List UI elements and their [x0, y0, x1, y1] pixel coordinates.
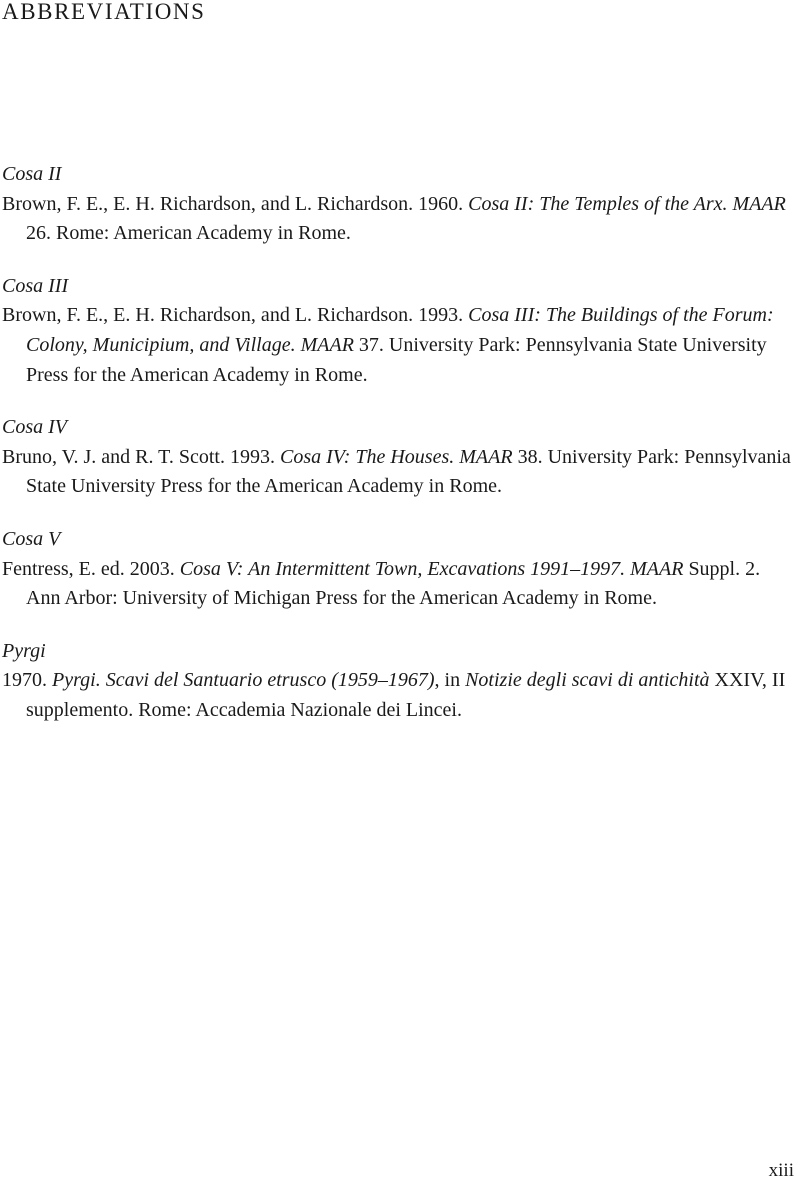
citation-title: Cosa IV: The Houses. MAAR [280, 445, 513, 468]
abbreviation-label: Cosa IV [2, 416, 67, 439]
entry-pyrgi [2, 637, 792, 726]
citation [2, 666, 792, 725]
citation-text: 1970. [2, 669, 52, 692]
abbreviation-label: Cosa II [2, 163, 62, 185]
citation-text: Suppl. 2. Ann Arbor: University of Michigan Press for the American Academy in Rome. [26, 557, 761, 610]
abbreviation-label: Pyrgi [2, 639, 46, 662]
entry-cosa-iii [2, 272, 792, 390]
citation-title: Cosa V: An Intermittent Town, Excavations 1991–1997. MAAR [179, 557, 684, 580]
entry-cosa-ii [2, 160, 792, 249]
entry-cosa-v [2, 525, 792, 614]
page-number: xiii [768, 1160, 794, 1181]
citation-title: Pyrgi. Scavi del Santuario etrusco (1959–1967) [52, 669, 435, 692]
citation-title: Notizie degli scavi di antichità [465, 669, 710, 692]
citation-title: Cosa III: The Buildings of the Forum: Colony, Municipium, and Village. MAAR [26, 304, 774, 356]
abbreviation-label: Cosa V [2, 527, 61, 550]
citation [2, 301, 792, 390]
citation [2, 190, 792, 249]
citation-text: Brown, F. E., E. H. Richardson, and L. Richardson. 1993. [2, 304, 469, 327]
running-head: ABBREVIATIONS [2, 0, 206, 24]
citation [2, 443, 792, 502]
citation-title: Cosa II: The Temples of the Arx. MAAR [468, 192, 786, 215]
citation-text: 37. University Park: Pennsylvania State University Press for the American Academy in Rome. [26, 333, 767, 386]
citation-text: Fentress, E. ed. 2003. [2, 557, 180, 580]
citation-text: 38. University Park: Pennsylvania State University Press for the American Academy in Rome. [26, 445, 791, 498]
abbreviation-label: Cosa III [2, 274, 69, 297]
citation-text: , in [434, 669, 466, 692]
citation-text: Bruno, V. J. and R. T. Scott. 1993. [2, 445, 280, 468]
entry-cosa-iv [2, 413, 792, 502]
citation-text: Brown, F. E., E. H. Richardson, and L. Richardson. 1960. [2, 192, 469, 215]
abbreviations-list [2, 160, 792, 749]
citation-text: 26. Rome: American Academy in Rome. [26, 222, 351, 245]
citation-text: XXIV, II supplemento. Rome: Accademia Nazionale dei Lincei. [26, 669, 786, 721]
citation [2, 555, 792, 614]
